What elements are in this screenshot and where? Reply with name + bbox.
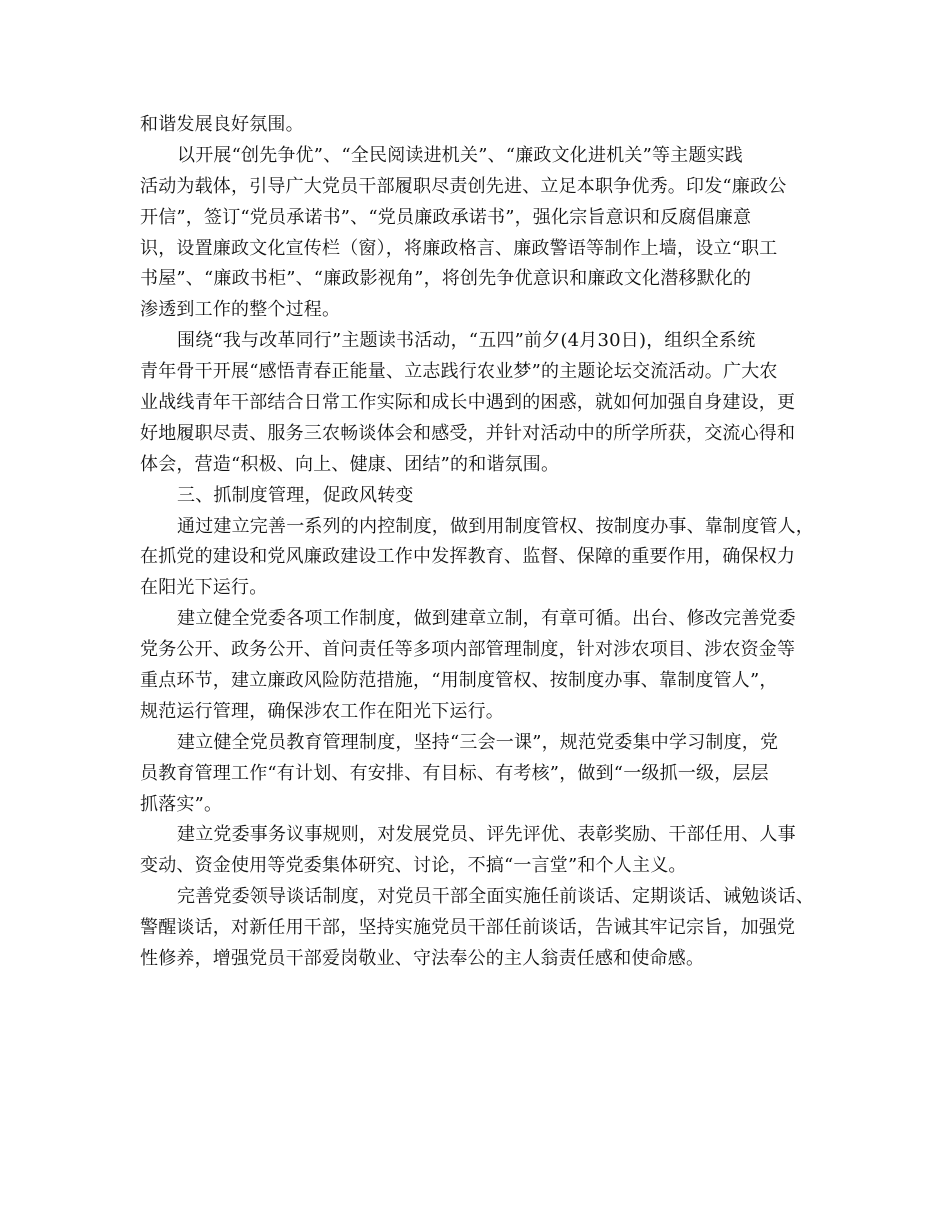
paragraph-first-line: 完善党委领导谈话制度，对党员干部全面实施任前谈话、定期谈话、诫勉谈话、 (177, 886, 814, 908)
paragraph-first-line: 通过建立完善一系列的内控制度，做到用制度管权、按制度办事、靠制度管人， (177, 515, 814, 537)
paragraph-first-line: 三、抓制度管理，促政风转变 (177, 484, 414, 506)
paragraph-line: 抓落实”。 (140, 793, 223, 815)
paragraph-first-line: 围绕“我与改革同行”主题读书活动，“五四”前夕(4月30日)，组织全系统 (177, 330, 756, 352)
paragraph-line: 青年骨干开展“感悟青春正能量、立志践行农业梦”的主题论坛交流活动。广大农 (140, 361, 778, 383)
paragraph-line: 体会，营造“积极、向上、健康、团结”的和谐氛围。 (140, 453, 560, 475)
paragraph-line: 好地履职尽责、服务三农畅谈体会和感受，并针对活动中的所学所获，交流心得和 (140, 422, 796, 444)
paragraph-line: 变动、资金使用等党委集体研究、讨论，不搞“一言堂”和个人主义。 (140, 855, 687, 877)
paragraph-line: 业战线青年干部结合日常工作实际和成长中遇到的困惑，就如何加强自身建设，更 (140, 392, 796, 414)
paragraph-line: 书屋”、“廉政书柜”、“廉政影视角”，将创先争优意识和廉政文化潜移默化的 (140, 268, 752, 290)
paragraph-line: 警醒谈话，对新任用干部，坚持实施党员干部任前谈话，告诫其牢记宗旨，加强党 (140, 917, 796, 939)
paragraph-line: 在抓党的建设和党风廉政建设工作中发挥教育、监督、保障的重要作用，确保权力 (140, 546, 796, 568)
paragraph-line: 党务公开、政务公开、首问责任等多项内部管理制度，针对涉农项目、涉农资金等 (140, 639, 796, 661)
paragraph-line: 和谐发展良好氛围。 (140, 114, 304, 135)
paragraph-first-line: 建立健全党员教育管理制度，坚持“三会一课”，规范党委集中学习制度，党 (177, 731, 779, 753)
paragraph-line: 性修养，增强党员干部爱岗敬业、守法奉公的主人翁责任感和使命感。 (140, 948, 705, 970)
paragraph-line: 在阳光下运行。 (140, 577, 268, 599)
paragraph-first-line: 建立党委事务议事规则，对发展党员、评先评优、表彰奖励、干部任用、人事 (177, 824, 796, 846)
paragraph-first-line: 以开展“创先争优”、“全民阅读进机关”、“廉政文化进机关”等主题实践 (177, 144, 744, 166)
paragraph-line: 员教育管理工作“有计划、有安排、有目标、有考核”，做到“一级抓一级，层层 (140, 762, 769, 784)
paragraph-line: 渗透到工作的整个过程。 (140, 299, 341, 321)
paragraph-line: 识，设置廉政文化宣传栏（窗），将廉政格言、廉政警语等制作上墙，设立“职工 (140, 237, 778, 259)
paragraph-line: 开信”，签订“党员承诺书”、“党员廉政承诺书”，强化宗旨意识和反腐倡廉意 (140, 206, 752, 228)
document-body (140, 110, 825, 975)
paragraph-line: 活动为载体，引导广大党员干部履职尽责创先进、立足本职争优秀。印发“廉政公 (140, 175, 787, 197)
paragraph-first-line: 建立健全党委各项工作制度，做到建章立制，有章可循。出台、修改完善党委 (177, 608, 796, 630)
paragraph-line: 重点环节，建立廉政风险防范措施，“用制度管权、按制度办事、靠制度管人”， (140, 670, 778, 692)
paragraph-line: 规范运行管理，确保涉农工作在阳光下运行。 (140, 700, 504, 722)
